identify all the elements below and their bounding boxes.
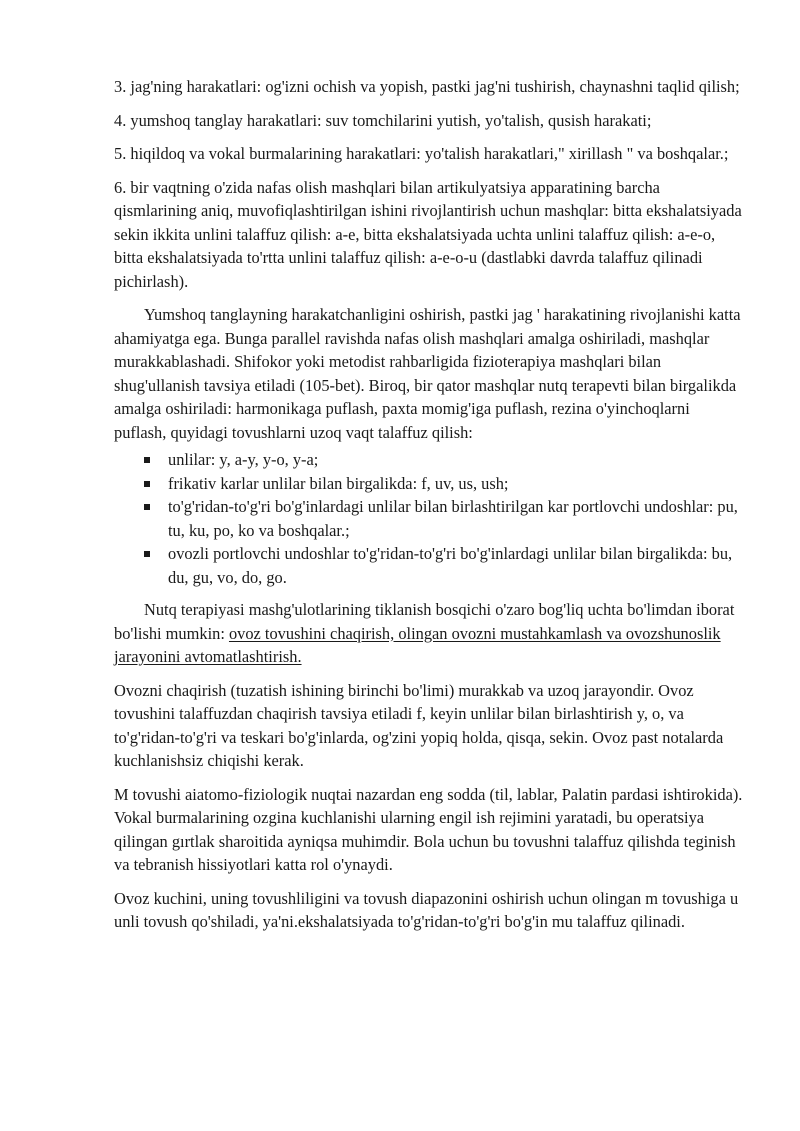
paragraph-stages bbox=[114, 598, 744, 669]
paragraph-m-sound: M tovushi aiatomo-fiziologik nuqtai nazardan eng sodda (til, lablar, Palatin pardasi ishtirokida). Vokal burmalarining ozgina kuchlanishi ularning engil ish rejimini yaratadi, bu operatsiya qilingan gırtlak sharoitida ayniqsa muhimdir. Bola uchun bu tovushni talaffuz qilishda teginish va tebranish hissiyotlari katta rol o'ynaydi. bbox=[114, 784, 743, 874]
paragraph-voice-strength: Ovoz kuchini, uning tovushliligini va tovush diapazonini oshirish uchun olingan m tovushiga u unli tovush qo'shiladi, ya'ni.ekshalatsiyada to'g'ridan-to'g'ri bo'g'in mu talaffuz qilinadi. bbox=[114, 888, 739, 931]
list-item-text: unlilar: y, a-y, y-o, y-a; bbox=[168, 450, 319, 469]
list-item-text: ovozli portlovchi undoshlar to'g'ridan-to'g'ri bo'g'inlardagi unlilar bilan birgalikda: bu, du, gu, vo, do, go. bbox=[168, 544, 733, 587]
paragraph-soft-palate: Yumshoq tanglayning harakatchanligini oshirish, pastki jag ' harakatining rivojlanishi katta ahamiyatga ega. Bunga parallel ravishda nafas olish mashqlari amalga oshiriladi, mashqlar murakkablashadi. Shifokor yoki metodist rahbarligida fizioterapiya mashqlari bilan shug'ullanish tavsiya etiladi (105-bet). Biroq, bir qator mashqlar nutq terapevti bilan birgalikda amalga oshiriladi: harmonikaga puflash, paxta momig'iga puflash, rezina o'yinchoqlarni puflash, quyidagi tovushlarni uzoq vaqt talaffuz qilish: bbox=[114, 305, 741, 442]
paragraph-stages-text: Nutq terapiyasi mashg'ulotlarining tiklanish bosqichi o'zaro bog'liq uchta bo'limdan iborat bo'lishi mumkin: bbox=[114, 600, 735, 643]
list-item bbox=[168, 448, 744, 472]
square-bullet-icon bbox=[144, 457, 150, 463]
sound-list bbox=[114, 448, 744, 589]
square-bullet-icon bbox=[144, 504, 150, 510]
list-item bbox=[168, 495, 744, 542]
list-item bbox=[168, 472, 744, 496]
list-item-text: frikativ karlar unlilar bilan birgalikda: f, uv, us, ush; bbox=[168, 473, 509, 493]
square-bullet-icon bbox=[144, 551, 150, 557]
exercise-item-6: 6. bir vaqtning o'zida nafas olish mashqlari bilan artikulyatsiya apparatining barcha qismlarining aniq, muvofiqlashtirilgan ishini rivojlantirish uchun mashqlar: bitta ekshalatsiyada sekin ikkita unlini talaffuz qilish: a-e, bitta ekshalatsiyada uchta unlini talaffuz qilish: a-e-o, bitta ekshalatsiyada to'rtta unlini talaffuz qilish: a-e-o-u (dastlabki davrda talaffuz qilinadi pichirlash). bbox=[114, 177, 742, 291]
document-page bbox=[114, 75, 744, 944]
paragraph-stages-underlined: ovoz tovushini chaqirish, olingan ovozni mustahkamlash va ovozshunoslik jarayonini avtomatlashtirish. bbox=[114, 623, 721, 666]
exercise-item-5: 5. hiqildoq va vokal burmalarining harakatlari: yo'talish harakatlari," xirillash " va boshqalar.; bbox=[114, 144, 729, 163]
list-item-text: to'g'ridan-to'g'ri bo'g'inlardagi unlilar bilan birlashtirilgan kar portlovchi undoshlar: pu, tu, ku, po, ko va boshqalar.; bbox=[168, 497, 738, 540]
exercise-item-4: 4. yumshoq tanglay harakatlari: suv tomchilarini yutish, yo'talish, qusish harakati; bbox=[114, 110, 652, 130]
list-item bbox=[168, 542, 744, 589]
paragraph-voice-call: Ovozni chaqirish (tuzatish ishining birinchi bo'limi) murakkab va uzoq jarayondir. Ovoz tovushini talaffuzdan chaqirish tavsiya etiladi f, keyin unlilar bilan birlashtirish y, o, va to'g'ridan-to'g'ri va teskari bo'g'inlarda, og'zini yopiq holda, qisqa, sekin. Ovoz past notalarda kuchlanishsiz chiqishi kerak. bbox=[114, 680, 724, 770]
exercise-item-3: 3. jag'ning harakatlari: og'izni ochish va yopish, pastki jag'ni tushirish, chaynashni taqlid qilish; bbox=[114, 77, 740, 96]
square-bullet-icon bbox=[144, 481, 150, 487]
